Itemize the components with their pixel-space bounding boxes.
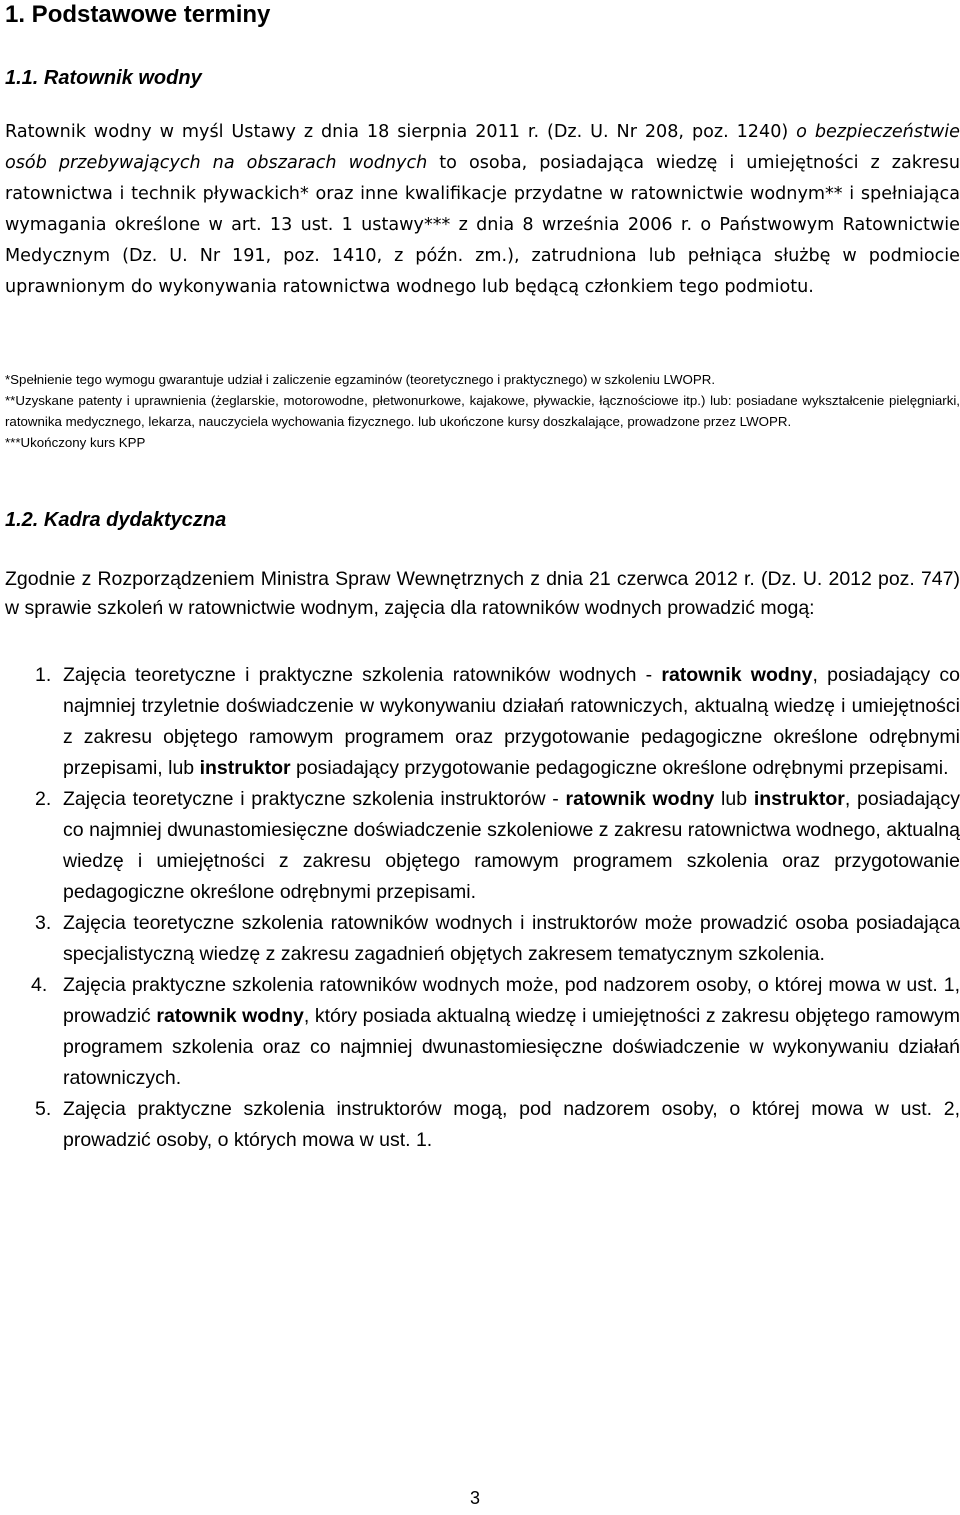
list-item-text: Zajęcia praktyczne szkolenia instruktorów mogą, pod nadzorem osoby, o której mowa w ust. 2, prowadzić osoby, o których mowa w ust. 1. [63, 1098, 960, 1151]
list-item [5, 1094, 960, 1156]
list-item-number: 3. [35, 912, 52, 934]
footnote-1: *Spełnienie tego wymogu gwarantuje udział i zaliczenie egzaminów (teoretycznego i praktycznego) w szkoleniu LWOPR. [5, 372, 716, 387]
list-item [5, 908, 960, 970]
page-number: 3 [470, 1488, 481, 1508]
paragraph-definition [5, 117, 960, 303]
list-item-text: , posiadający co najmniej dwunastomiesięczne doświadczenie szkoleniowe z zakresu ratownictwa wodnego, aktualną wiedzę i umiejętności z zakresu objętego ramowym programem szkolenia oraz przygotowanie pedagogiczne określone odrębnymi przepisami. [63, 788, 960, 903]
list-item [5, 660, 960, 784]
paragraph-definition-part-c: to osoba, posiadająca wiedzę i umiejętności z zakresu ratownictwa i technik pływackich* oraz inne kwalifikacje przydatne w ratownictwie wodnym** i spełniająca wymagania określone w art. 13 ust. 1 ustawy*** z dnia 8 września 2006 r. o Państwowym Ratownictwie Medycznym (Dz. U. Nr 191, poz. 1410, z późn. zm.), zatrudniona lub pełniąca służbę w podmiocie uprawnionym do wykonywania ratownictwa wodnego lub będącą członkiem tego podmiotu. [5, 153, 960, 297]
instructor-list [5, 660, 960, 1156]
list-item-text: posiadający przygotowanie pedagogiczne określone odrębnymi przepisami. [290, 757, 949, 779]
footnote-3: ***Ukończony kurs KPP [5, 435, 146, 450]
paragraph-definition-italic: o bezpieczeństwie osób przebywających na obszarach wodnych [5, 122, 960, 173]
footnote-2: **Uzyskane patenty i uprawnienia (żeglarskie, motorowodne, płetwonurkowe, kajakowe, pływackie, łącznościowe itp.) lub: posiadane wykształcenie pielęgniarki, ratownika medycznego, lekarza, nauczyciela wychowania fizycznego. lub ukończone kursy doszkalające, prowadzone przez LWOPR. [5, 393, 960, 429]
list-item-number: 2. [35, 788, 52, 810]
heading-kadra-dydaktyczna: 1.2. Kadra dydaktyczna [5, 509, 227, 531]
list-item-text: Zajęcia teoretyczne szkolenia ratowników wodnych i instruktorów może prowadzić osoba posiadająca specjalistyczną wiedzę z zakresu zagadnień objętych zakresem tematycznym szkolenia. [63, 912, 960, 965]
heading-ratownik-wodny: 1.1. Ratownik wodny [5, 67, 202, 89]
list-item-bold: instruktor [753, 788, 845, 810]
list-item-number: 5. [35, 1098, 52, 1120]
list-item-number: 1. [35, 664, 52, 686]
heading-podstawowe-terminy: 1. Podstawowe terminy [5, 1, 271, 28]
list-item-bold: ratownik wodny [661, 664, 813, 686]
list-item [5, 970, 960, 1094]
list-item-text: , który posiada aktualną wiedzę i umiejętności z zakresu objętego ramowym programem szkolenia oraz co najmniej dwunastomiesięczne doświadczenie w wykonywaniu działań ratowniczych. [63, 1005, 960, 1089]
list-item-bold: ratownik wodny [565, 788, 715, 810]
list-item-text: Zajęcia teoretyczne i praktyczne szkolenia instruktorów - [63, 788, 566, 810]
list-item-bold: instruktor [199, 757, 291, 779]
list-item-number: 4. [31, 974, 48, 996]
list-item-text: Zajęcia teoretyczne i praktyczne szkolenia ratowników wodnych - [63, 664, 662, 686]
paragraph-regulation: Zgodnie z Rozporządzeniem Ministra Spraw Wewnętrznych z dnia 21 czerwca 2012 r. (Dz. U. 2012 poz. 747) w sprawie szkoleń w ratownictwie wodnym, zajęcia dla ratowników wodnych prowadzić mogą: [5, 568, 960, 619]
list-item [5, 784, 960, 908]
footnotes [5, 369, 960, 453]
list-item-text: Zajęcia praktyczne szkolenia ratowników wodnych może, pod nadzorem osoby, o której mowa w ust. 1, prowadzić [63, 974, 960, 1027]
list-item-text: lub [714, 788, 754, 810]
list-item-bold: ratownik wodny [156, 1005, 304, 1027]
list-item-text: , posiadający co najmniej trzyletnie doświadczenie w wykonywaniu działań ratowniczych, aktualną wiedzę i umiejętności z zakresu objętego ramowym programem oraz przygotowanie pedagogiczne określone odrębnymi przepisami, lub [63, 664, 960, 779]
paragraph-definition-part-a: Ratownik wodny w myśl Ustawy z dnia 18 sierpnia 2011 r. (Dz. U. Nr 208, poz. 1240) [5, 122, 797, 142]
